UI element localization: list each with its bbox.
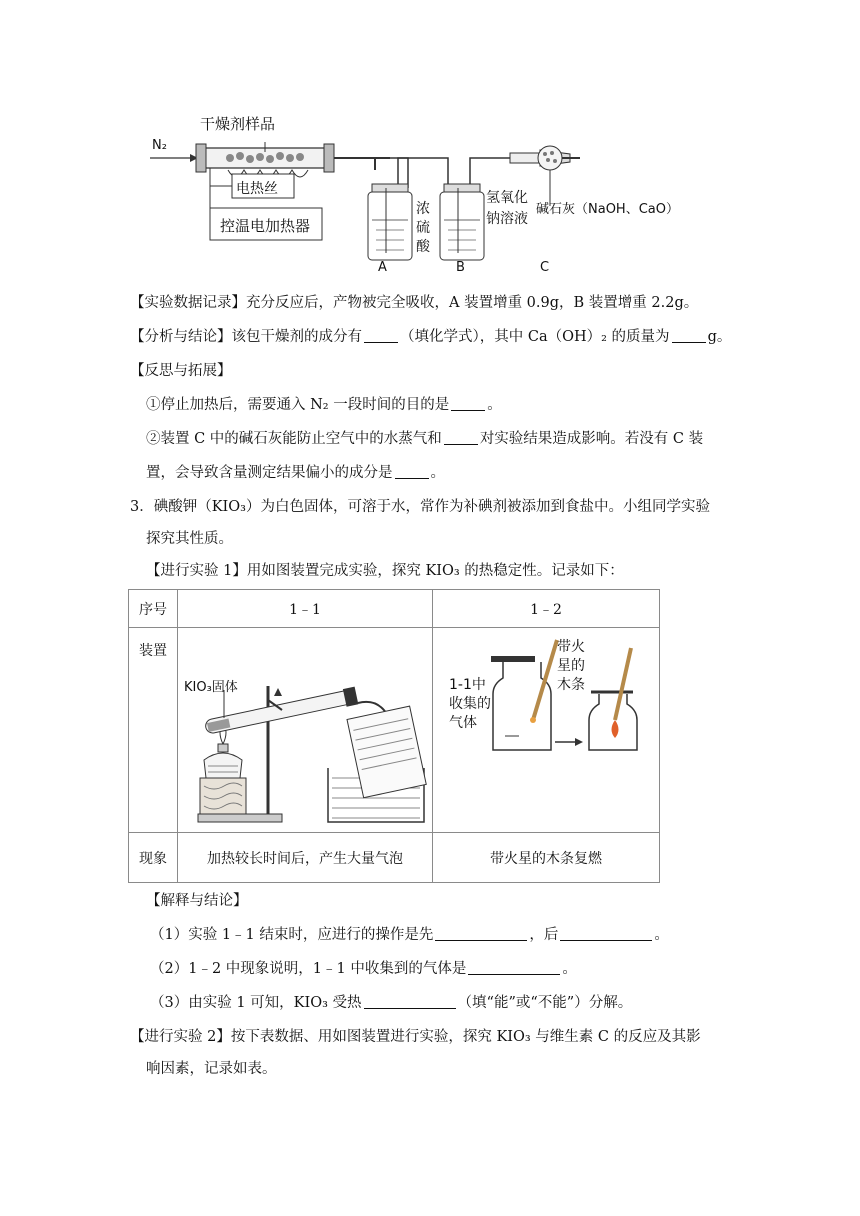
label-gas: 1-1中 收集的 气体 [449,677,491,731]
answer-blank[interactable] [560,926,652,941]
exp2-line-2: 响因素，记录如表。 [146,1061,277,1077]
answer-blank[interactable] [435,926,527,941]
answer-blank[interactable] [395,464,429,479]
row-label-phenomenon: 现象 [129,833,178,883]
row-label-device: 装置 [129,628,178,833]
question-1: ①停止加热后，需要通入 N₂ 一段时间的目的是 。 [146,397,502,413]
q3-intro-1: 3．碘酸钾（KIO₃）为白色固体，可溶于水，常作为补碘剂被添加到食盐中。小组同学实验 [130,499,710,515]
answer-blank[interactable] [451,396,485,411]
experiment-table [128,589,660,883]
conclusion-3: （3）由实验 1 可知，KIO₃ 受热 （填“能”或“不能”）分解。 [150,995,633,1011]
answer-blank[interactable] [364,994,456,1009]
label-kio3-solid: KIO₃固体 [184,680,238,695]
label-b-reagent: 氢氧化钠溶液 [486,190,528,227]
table-row [129,628,660,833]
label-n2: N₂ [152,138,167,153]
conclusion-title: 【解释与结论】 [146,893,248,909]
phenomenon-1-2: 带火星的木条复燃 [433,833,660,883]
exp2-line-1: 【进行实验 2】按下表数据、用如图装置进行实验，探究 KIO₃ 与维生素 C 的反应及其影 [130,1029,701,1045]
label-glowing-splint: 带火 星的 木条 [557,639,585,693]
label-a-reagent: 浓硫酸 [416,201,430,255]
data-record-line: 【实验数据记录】充分反应后，产物被完全吸收，A 装置增重 0.9g，B 装置增重 2.2g。 [130,295,699,311]
label-sample: 干燥剂样品 [200,115,276,133]
answer-blank[interactable] [672,328,706,343]
question-2-cont: 置，会导致含量测定结果偏小的成分是 。 [146,465,445,481]
label-heater: 控温电加热器 [220,217,311,235]
conclusion-1: （1）实验 1﹣1 结束时，应进行的操作是先 ，后 。 [150,927,669,943]
table-row [129,590,660,628]
header-1-2: 1﹣2 [433,590,660,628]
reflect-title: 【反思与拓展】 [130,363,232,379]
q3-intro-2: 探究其性质。 [146,531,233,547]
device-1-1 [178,628,433,833]
table-row [129,833,660,883]
exp1-title: 【进行实验 1】用如图装置完成实验，探究 KIO₃ 的热稳定性。记录如下： [146,563,624,579]
heating-apparatus-drawing [178,628,432,832]
device-1-2 [433,628,660,833]
label-wire: 电热丝 [236,181,278,197]
answer-blank[interactable] [364,328,398,343]
phenomenon-1-1: 加热较长时间后，产生大量气泡 [178,833,433,883]
label-b: B [456,260,465,275]
answer-blank[interactable] [444,430,478,445]
conclusion-2: （2）1﹣2 中现象说明，1﹣1 中收集到的气体是 。 [150,961,577,977]
header-seq: 序号 [129,590,178,628]
label-c-reagent: 碱石灰（NaOH、CaO） [536,202,679,217]
analysis-line: 【分析与结论】该包干燥剂的成分有 （填化学式），其中 Ca（OH）₂ 的质量为 g。 [130,329,732,345]
answer-blank[interactable] [468,960,560,975]
label-c: C [540,260,550,275]
label-a: A [378,260,387,275]
figure-drying-apparatus [140,108,720,280]
header-1-1: 1﹣1 [178,590,433,628]
question-2: ②装置 C 中的碱石灰能防止空气中的水蒸气和 对实验结果造成影响。若没有 C 装 [146,431,704,447]
